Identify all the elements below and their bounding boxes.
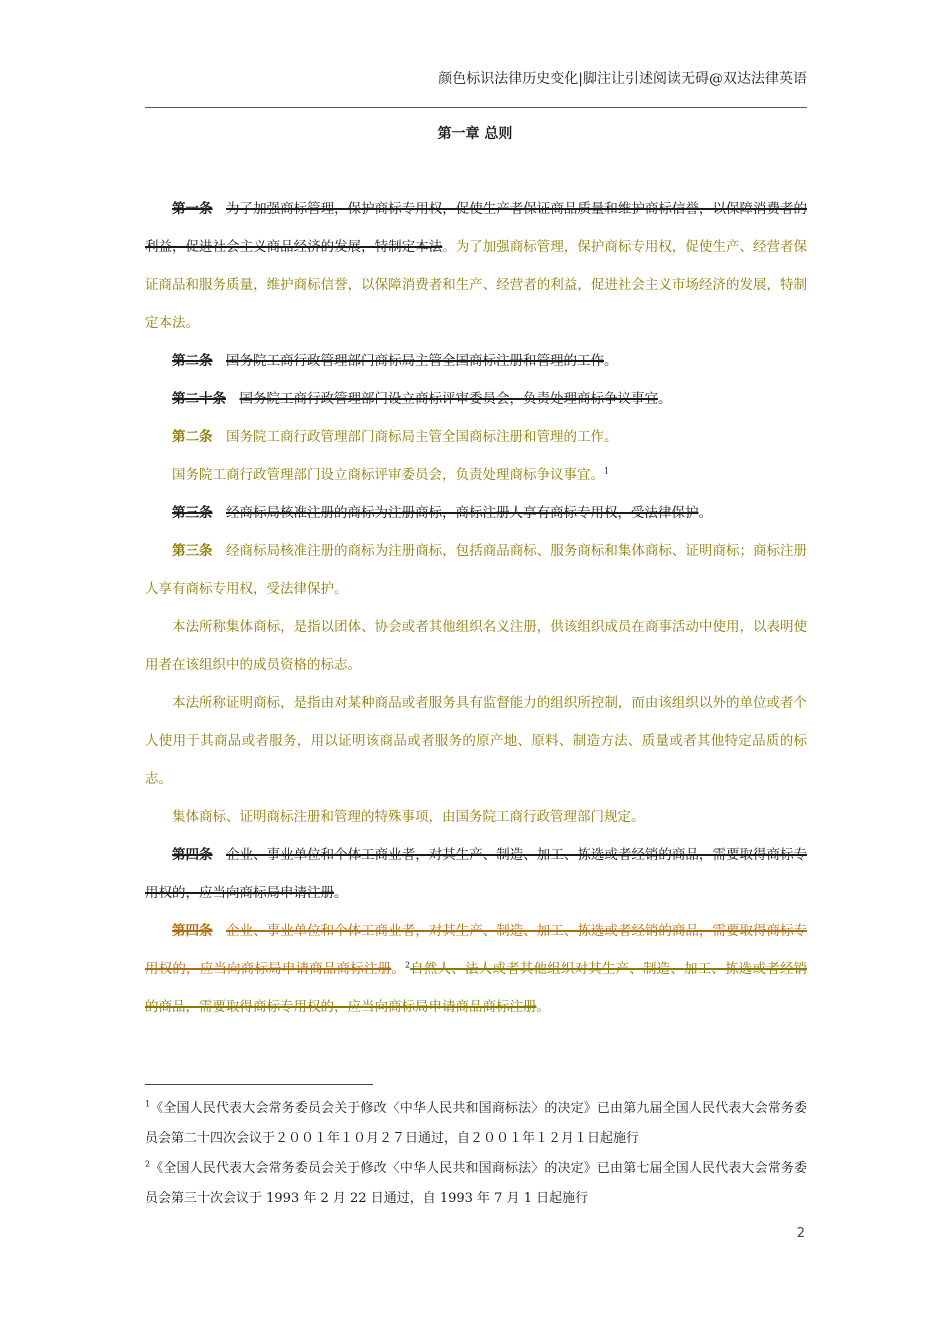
footnote-divider <box>145 1084 373 1085</box>
article-4-old-text: 企业、事业单位和个体工商业者，对其生产、制造、加工、拣选或者经销的商品，需要取得商标专用权的，应当向商标局申请注册 <box>145 847 808 901</box>
article-3-paragraph-2: 本法所称集体商标，是指以团体、协会或者其他组织名义注册，供该组织成员在商事活动中使用，以表明使用者在该组织中的成员资格的标志。 <box>145 619 807 673</box>
chapter-title-text: 第一章 总则 <box>437 126 513 142</box>
article-4-old-period: 。 <box>334 885 348 901</box>
article-3-old <box>145 494 807 532</box>
footnotes <box>145 1094 807 1214</box>
article-2-old-period: 。 <box>604 353 618 369</box>
article-4-amended <box>145 912 807 1026</box>
article-4-mid-text: 企业、事业单位和个体工商业者，对其生产、制造、加工、拣选或者经销的商品，需要取得商标专用权的，应当向商标局申请商品商标注册 <box>145 923 808 977</box>
document-body <box>145 190 807 1026</box>
article-3-paragraph-3: 本法所称证明商标，是指由对某种商品或者服务具有监督能力的组织所控制，而由该组织以外的单位或者个人使用于其商品或者服务，用以证明该商品或者服务的原产地、原料、制造方法、质量或者其他特定品质的标志。 <box>145 695 807 787</box>
article-3-new-label: 第三条 <box>172 543 213 559</box>
article-4-new-text: 自然人、法人或者其他组织对其生产、制造、加工、拣选或者经销的商品，需要取得商标专用权的，应当向商标局申请商品商标注册 <box>145 961 808 1015</box>
article-3-old-text: 经商标局核准注册的商标为注册商标，商标注册人享有商标专用权，受法律保护 <box>226 505 699 521</box>
article-4-old-label: 第四条 <box>172 847 213 863</box>
footnote-1 <box>145 1094 807 1154</box>
footnote-2-text: 《全国人民代表大会常务委员会关于修改〈中华人民共和国商标法〉的决定》已由第七届全国人民代表大会常务委员会第三十次会议于 1993 年 2 月 22 日通过，自 1993 年 7 月 1 日起施行 <box>145 1161 807 1206</box>
article-2-old-text: 国务院工商行政管理部门商标局主管全国商标注册和管理的工作 <box>226 353 604 369</box>
article-2-old <box>145 342 807 380</box>
article-3-new-text: 经商标局核准注册的商标为注册商标，包括商品商标、服务商标和集体商标、证明商标；商标注册人享有商标专用权，受法律保护。 <box>145 543 808 597</box>
article-4-new-period: 。 <box>536 999 550 1015</box>
article-1-new-text: 为了加强商标管理，保护商标专用权，促使生产、经营者保证商品和服务质量，维护商标信誉，以保障消费者和生产、经营者的利益，促进社会主义市场经济的发展，特制定本法。 <box>145 239 808 331</box>
article-2-new-text: 国务院工商行政管理部门商标局主管全国商标注册和管理的工作。 <box>226 429 618 445</box>
article-20-old-period: 。 <box>658 391 672 407</box>
page-number: 2 <box>796 1226 805 1241</box>
footnote-2-number: 2 <box>145 1159 151 1169</box>
article-20-old-text: 国务院工商行政管理部门设立商标评审委员会，负责处理商标争议事宜 <box>239 391 658 407</box>
article-4-old <box>145 836 807 912</box>
footnote-1-text: 《全国人民代表大会常务委员会关于修改〈中华人民共和国商标法〉的决定》已由第九届全国人民代表大会常务委员会第二十四次会议于２００１年１０月２７日通过，自２００１年１２月１日起施行 <box>145 1101 807 1146</box>
article-2-new-label: 第二条 <box>172 429 213 445</box>
article-1-old-label: 第一条 <box>172 201 213 217</box>
article-1 <box>145 190 807 342</box>
footnote-1-number: 1 <box>145 1099 151 1109</box>
footnote-2-ref[interactable]: 2 <box>405 960 411 970</box>
header-divider <box>145 107 807 108</box>
footnote-2 <box>145 1154 807 1214</box>
article-4-mid-period: 。 <box>391 961 406 977</box>
article-20-old-label: 第二十条 <box>172 391 226 407</box>
article-2-old-label: 第二条 <box>172 353 213 369</box>
article-3-old-period: 。 <box>698 505 712 521</box>
article-1-period: 。 <box>442 239 456 255</box>
document-header-title: 颜色标识法律历史变化|脚注让引述阅读无碍@双达法律英语 <box>438 71 807 87</box>
article-20-old <box>145 380 807 418</box>
footnote-1-ref[interactable]: 1 <box>604 466 610 476</box>
article-3-new <box>145 532 807 608</box>
article-2-new-paragraph-2 <box>145 456 807 494</box>
article-3-paragraph-4: 集体商标、证明商标注册和管理的特殊事项，由国务院工商行政管理部门规定。 <box>172 809 645 825</box>
article-4-mid-label: 第四条 <box>172 923 213 939</box>
chapter-title <box>0 124 950 144</box>
article-2-new <box>145 418 807 456</box>
article-3-old-label: 第三条 <box>172 505 213 521</box>
article-2-new-text-2: 国务院工商行政管理部门设立商标评审委员会，负责处理商标争议事宜。 <box>172 467 604 483</box>
article-1-old-text: 为了加强商标管理，保护商标专用权，促使生产者保证商品质量和维护商标信誉，以保障消费者的利益，促进社会主义商品经济的发展，特制定本法 <box>145 201 808 255</box>
